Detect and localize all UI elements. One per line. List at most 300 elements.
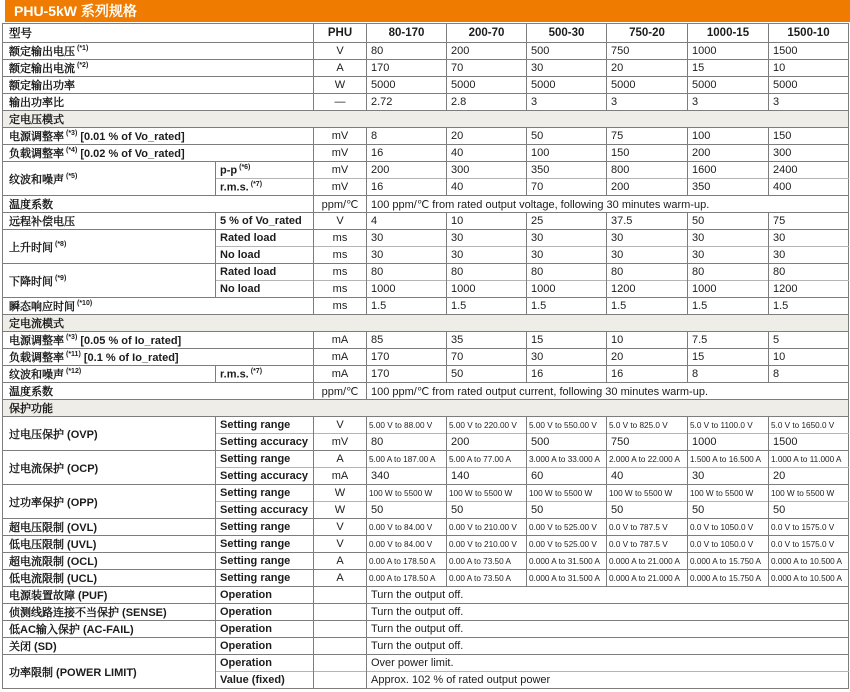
value-cell: 5.0 V to 1100.0 V — [688, 417, 769, 434]
table-row — [3, 60, 849, 77]
value-cell: 30 — [688, 247, 769, 264]
spec-label-cell — [3, 196, 314, 213]
value-cell: 5.00 V to 550.00 V — [527, 417, 607, 434]
value-cell: 10 — [769, 60, 849, 77]
spec-label-cell — [3, 587, 216, 604]
value-cell: 0.00 V to 525.00 V — [527, 519, 607, 536]
value-cell: 15 — [527, 332, 607, 349]
spec-sub-label: Rated load — [220, 266, 277, 278]
value-cell: 2.72 — [367, 94, 447, 111]
table-row — [3, 604, 849, 621]
value-cell: 3 — [527, 94, 607, 111]
value-cell: 5000 — [688, 77, 769, 94]
unit-cell: A — [314, 553, 367, 570]
value-cell: 0.000 A to 10.500 A — [769, 570, 849, 587]
table-row — [3, 264, 849, 281]
value-cell: 1.5 — [527, 298, 607, 315]
spec-sub-label: Setting range — [220, 453, 291, 465]
footnote-marker: (*12) — [66, 368, 82, 376]
spec-label: 电源装置故障 (PUF) — [9, 590, 108, 602]
spec-table-body — [3, 24, 849, 689]
value-cell: 300 — [769, 145, 849, 162]
value-cell: 0.0 V to 1050.0 V — [688, 536, 769, 553]
unit-cell: mV — [314, 145, 367, 162]
value-cell: 4 — [367, 213, 447, 230]
value-cell: 1200 — [607, 281, 688, 298]
header-model: 750-20 — [607, 24, 688, 43]
value-cell: 140 — [447, 468, 527, 485]
spec-sub-cell — [216, 672, 314, 689]
spec-label: 侦测线路连接不当保护 (SENSE) — [9, 607, 167, 619]
value-cell: 2.000 A to 22.000 A — [607, 451, 688, 468]
spec-sub-label: Setting accuracy — [220, 470, 309, 482]
value-cell: 1600 — [688, 162, 769, 179]
value-cell: 0.000 A to 31.500 A — [527, 570, 607, 587]
value-cell: 3.000 A to 33.000 A — [527, 451, 607, 468]
table-row — [3, 570, 849, 587]
unit-cell: mA — [314, 349, 367, 366]
value-cell: 0.00 V to 525.00 V — [527, 536, 607, 553]
value-cell: 750 — [607, 43, 688, 60]
value-cell: 30 — [527, 60, 607, 77]
value-cell: 8 — [367, 128, 447, 145]
spec-sub-label: No load — [220, 249, 261, 261]
spec-sub-cell — [216, 485, 314, 502]
value-cell: 1.5 — [447, 298, 527, 315]
value-cell: 100 W to 5500 W — [769, 485, 849, 502]
spec-label-extra: [0.02 % of Vo_rated] — [77, 148, 185, 160]
unit-cell: A — [314, 570, 367, 587]
table-row — [3, 94, 849, 111]
value-cell: 70 — [447, 60, 527, 77]
spec-label-cell — [3, 638, 216, 655]
value-cell: 0.000 A to 15.750 A — [688, 570, 769, 587]
unit-cell: mA — [314, 468, 367, 485]
spec-label-cell — [3, 162, 216, 196]
unit-cell: A — [314, 451, 367, 468]
unit-cell: mV — [314, 128, 367, 145]
table-row — [3, 43, 849, 60]
spec-label-cell — [3, 298, 314, 315]
spec-label-cell — [3, 570, 216, 587]
value-cell: 50 — [688, 502, 769, 519]
spec-label-cell — [3, 485, 216, 519]
spec-sub-label: Rated load — [220, 232, 277, 244]
spec-label: 额定输出电压 — [9, 46, 75, 58]
spec-sub-label: Setting range — [220, 487, 291, 499]
spec-label: 过功率保护 (OPP) — [9, 496, 98, 509]
spec-label-cell — [3, 655, 216, 689]
value-cell: 0.000 A to 31.500 A — [527, 553, 607, 570]
value-cell: 0.00 V to 84.00 V — [367, 519, 447, 536]
footnote-marker: (*2) — [77, 62, 89, 70]
unit-cell — [314, 638, 367, 655]
value-cell: 30 — [607, 247, 688, 264]
value-cell: 8 — [769, 366, 849, 383]
unit-cell: V — [314, 536, 367, 553]
value-cell: 300 — [447, 162, 527, 179]
table-row — [3, 383, 849, 400]
spec-label: 下降时间 — [9, 275, 53, 288]
footnote-marker: (*8) — [55, 240, 67, 248]
spec-label: 额定输出功率 — [9, 80, 75, 92]
value-cell: 1000 — [688, 281, 769, 298]
span-value-cell: 100 ppm/℃ from rated output current, following 30 minutes warm-up. — [367, 383, 849, 400]
value-cell: 20 — [607, 60, 688, 77]
spec-label-cell — [3, 621, 216, 638]
section-row — [3, 315, 849, 332]
table-row — [3, 332, 849, 349]
section-label: 定电流模式 — [3, 315, 849, 332]
value-cell: 50 — [367, 502, 447, 519]
spec-sub-label: Setting accuracy — [220, 436, 309, 448]
value-cell: 500 — [527, 434, 607, 451]
span-value-cell: Turn the output off. — [367, 604, 849, 621]
spec-label: 纹波和噪声 — [9, 369, 64, 381]
value-cell: 5000 — [367, 77, 447, 94]
value-cell: 0.0 V to 787.5 V — [607, 536, 688, 553]
value-cell: 1.5 — [688, 298, 769, 315]
value-cell: 16 — [607, 366, 688, 383]
section-label: 定电压模式 — [3, 111, 849, 128]
table-row — [3, 451, 849, 468]
value-cell: 170 — [367, 60, 447, 77]
value-cell: 0.000 A to 21.000 A — [607, 553, 688, 570]
value-cell: 0.00 V to 210.00 V — [447, 536, 527, 553]
table-row — [3, 213, 849, 230]
value-cell: 1500 — [769, 43, 849, 60]
spec-sub-cell — [216, 417, 314, 434]
header-model: 80-170 — [367, 24, 447, 43]
value-cell: 350 — [688, 179, 769, 196]
value-cell: 1000 — [447, 281, 527, 298]
value-cell: 70 — [447, 349, 527, 366]
value-cell: 5.0 V to 1650.0 V — [769, 417, 849, 434]
unit-cell: mA — [314, 332, 367, 349]
spec-label: 低电压限制 (UVL) — [9, 539, 97, 551]
spec-label-cell — [3, 553, 216, 570]
footnote-marker: (*1) — [77, 45, 89, 53]
table-row — [3, 655, 849, 672]
value-cell: 100 W to 5500 W — [688, 485, 769, 502]
spec-label: 过电压保护 (OVP) — [9, 428, 98, 441]
value-cell: 0.00 A to 178.50 A — [367, 553, 447, 570]
value-cell: 80 — [527, 264, 607, 281]
value-cell: 80 — [607, 264, 688, 281]
spec-label: 额定输出电流 — [9, 63, 75, 75]
value-cell: 80 — [367, 434, 447, 451]
spec-sub-label: Operation — [220, 657, 272, 669]
table-row — [3, 145, 849, 162]
footnote-marker: (*7) — [250, 180, 263, 188]
spec-sub-cell — [216, 604, 314, 621]
value-cell: 60 — [527, 468, 607, 485]
value-cell: 5000 — [607, 77, 688, 94]
unit-cell — [314, 672, 367, 689]
value-cell: 30 — [527, 230, 607, 247]
value-cell: 1000 — [688, 434, 769, 451]
spec-sub-cell — [216, 281, 314, 298]
value-cell: 50 — [447, 502, 527, 519]
value-cell: 400 — [769, 179, 849, 196]
spec-sub-cell — [216, 434, 314, 451]
unit-cell: W — [314, 77, 367, 94]
spec-label: 负载调整率 — [9, 148, 64, 160]
unit-cell: mV — [314, 434, 367, 451]
unit-cell: V — [314, 519, 367, 536]
table-row — [3, 417, 849, 434]
footnote-marker: (*4) — [66, 147, 78, 155]
value-cell: 3 — [769, 94, 849, 111]
value-cell: 100 W to 5500 W — [607, 485, 688, 502]
value-cell: 3 — [607, 94, 688, 111]
value-cell: 16 — [527, 366, 607, 383]
value-cell: 40 — [607, 468, 688, 485]
table-row — [3, 553, 849, 570]
value-cell: 3 — [688, 94, 769, 111]
value-cell: 5.00 V to 220.00 V — [447, 417, 527, 434]
spec-label-extra: [0.01 % of Vo_rated] — [77, 131, 185, 143]
spec-sub-label: Setting range — [220, 572, 291, 584]
spec-label: 关闭 (SD) — [9, 641, 57, 653]
value-cell: 0.0 V to 1575.0 V — [769, 519, 849, 536]
value-cell: 170 — [367, 366, 447, 383]
spec-label-cell — [3, 604, 216, 621]
value-cell: 100 W to 5500 W — [527, 485, 607, 502]
value-cell: 1000 — [527, 281, 607, 298]
value-cell: 30 — [688, 230, 769, 247]
value-cell: 1.5 — [367, 298, 447, 315]
section-row — [3, 111, 849, 128]
value-cell: 5.0 V to 825.0 V — [607, 417, 688, 434]
table-row — [3, 638, 849, 655]
spec-sub-label: Operation — [220, 606, 272, 618]
spec-label-cell — [3, 349, 314, 366]
spec-sub-label: Setting range — [220, 419, 291, 431]
table-row — [3, 77, 849, 94]
section-label: 保护功能 — [3, 400, 849, 417]
value-cell: 50 — [607, 502, 688, 519]
footnote-marker: (*5) — [66, 172, 78, 180]
spec-sub-label: Operation — [220, 640, 272, 652]
spec-sub-cell — [216, 502, 314, 519]
value-cell: 350 — [527, 162, 607, 179]
spec-sub-cell — [216, 519, 314, 536]
value-cell: 2.8 — [447, 94, 527, 111]
value-cell: 0.00 V to 210.00 V — [447, 519, 527, 536]
spec-label-cell — [3, 519, 216, 536]
spec-label-cell — [3, 264, 216, 298]
unit-cell: V — [314, 417, 367, 434]
spec-sub-cell — [216, 213, 314, 230]
unit-cell: mV — [314, 162, 367, 179]
value-cell: 1000 — [688, 43, 769, 60]
spec-label: 纹波和噪声 — [9, 173, 64, 186]
value-cell: 80 — [769, 264, 849, 281]
page-title: PHU-5kW 系列规格 — [14, 3, 137, 19]
value-cell: 30 — [769, 247, 849, 264]
unit-cell: mV — [314, 179, 367, 196]
spec-label-cell — [3, 451, 216, 485]
value-cell: 0.0 V to 1575.0 V — [769, 536, 849, 553]
header-model-label: 型号 — [3, 24, 314, 43]
value-cell: 10 — [769, 349, 849, 366]
unit-cell: W — [314, 485, 367, 502]
value-cell: 1.500 A to 16.500 A — [688, 451, 769, 468]
unit-cell: mA — [314, 366, 367, 383]
unit-cell: ppm/℃ — [314, 196, 367, 213]
value-cell: 0.00 V to 84.00 V — [367, 536, 447, 553]
spec-label: 瞬态响应时间 — [9, 301, 75, 313]
span-value-cell: Turn the output off. — [367, 587, 849, 604]
spec-sub-cell — [216, 570, 314, 587]
spec-label-cell — [3, 213, 216, 230]
value-cell: 40 — [447, 145, 527, 162]
value-cell: 0.000 A to 15.750 A — [688, 553, 769, 570]
spec-label: 超电流限制 (OCL) — [9, 556, 98, 568]
span-value-cell: 100 ppm/℃ from rated output voltage, following 30 minutes warm-up. — [367, 196, 849, 213]
value-cell: 170 — [367, 349, 447, 366]
spec-label-cell — [3, 536, 216, 553]
value-cell: 1.000 A to 11.000 A — [769, 451, 849, 468]
span-value-cell: Approx. 102 % of rated output power — [367, 672, 849, 689]
spec-sub-cell — [216, 621, 314, 638]
value-cell: 0.00 A to 73.50 A — [447, 570, 527, 587]
value-cell: 0.000 A to 10.500 A — [769, 553, 849, 570]
spec-label-cell — [3, 60, 314, 77]
table-row — [3, 162, 849, 179]
value-cell: 2400 — [769, 162, 849, 179]
value-cell: 37.5 — [607, 213, 688, 230]
value-cell: 150 — [769, 128, 849, 145]
value-cell: 50 — [688, 213, 769, 230]
unit-cell: W — [314, 502, 367, 519]
value-cell: 750 — [607, 434, 688, 451]
value-cell: 15 — [688, 349, 769, 366]
unit-cell — [314, 621, 367, 638]
table-row — [3, 485, 849, 502]
value-cell: 16 — [367, 145, 447, 162]
spec-sub-label: Setting range — [220, 521, 291, 533]
spec-label-cell — [3, 77, 314, 94]
value-cell: 5.00 A to 187.00 A — [367, 451, 447, 468]
value-cell: 30 — [367, 247, 447, 264]
spec-label-cell — [3, 383, 314, 400]
header-unit-column: PHU — [314, 24, 367, 43]
spec-label-cell — [3, 94, 314, 111]
spec-sub-label: No load — [220, 283, 261, 295]
table-row — [3, 298, 849, 315]
spec-label-cell — [3, 366, 216, 383]
unit-cell: ms — [314, 281, 367, 298]
spec-label-cell — [3, 128, 314, 145]
spec-sub-label: p-p — [220, 164, 238, 177]
value-cell: 70 — [527, 179, 607, 196]
value-cell: 30 — [688, 468, 769, 485]
value-cell: 200 — [688, 145, 769, 162]
footnote-marker: (*10) — [77, 300, 93, 308]
value-cell: 1.5 — [607, 298, 688, 315]
unit-cell: A — [314, 60, 367, 77]
spec-label-cell — [3, 417, 216, 451]
spec-label: 远程补偿电压 — [9, 216, 75, 228]
value-cell: 80 — [367, 43, 447, 60]
title-bar — [5, 0, 850, 22]
spec-sub-label: 5 % of Vo_rated — [220, 215, 302, 227]
value-cell: 1000 — [367, 281, 447, 298]
spec-sub-cell — [216, 553, 314, 570]
value-cell: 0.000 A to 21.000 A — [607, 570, 688, 587]
spec-sub-cell — [216, 247, 314, 264]
spec-label-cell — [3, 230, 216, 264]
unit-cell: ppm/℃ — [314, 383, 367, 400]
value-cell: 75 — [607, 128, 688, 145]
value-cell: 50 — [527, 128, 607, 145]
unit-cell — [314, 587, 367, 604]
value-cell: 100 — [688, 128, 769, 145]
spec-label: 功率限制 (POWER LIMIT) — [9, 666, 137, 679]
spec-sub-label: Setting accuracy — [220, 504, 309, 516]
value-cell: 1200 — [769, 281, 849, 298]
value-cell: 10 — [607, 332, 688, 349]
value-cell: 0.0 V to 1050.0 V — [688, 519, 769, 536]
footnote-marker: (*11) — [66, 351, 81, 359]
spec-sub-label: Operation — [220, 623, 272, 635]
spec-label-cell — [3, 43, 314, 60]
value-cell: 20 — [447, 128, 527, 145]
spec-label: 电源调整率 — [9, 131, 64, 143]
footnote-marker: (*9) — [55, 274, 67, 282]
value-cell: 5000 — [447, 77, 527, 94]
spec-label-cell — [3, 145, 314, 162]
spec-sub-label: Setting range — [220, 555, 291, 567]
value-cell: 80 — [447, 264, 527, 281]
value-cell: 30 — [607, 230, 688, 247]
value-cell: 75 — [769, 213, 849, 230]
spec-label-cell — [3, 332, 314, 349]
value-cell: 50 — [447, 366, 527, 383]
value-cell: 80 — [367, 264, 447, 281]
unit-cell: V — [314, 213, 367, 230]
value-cell: 40 — [447, 179, 527, 196]
spec-sub-label: Setting range — [220, 538, 291, 550]
value-cell: 15 — [688, 60, 769, 77]
unit-cell: ms — [314, 247, 367, 264]
table-row — [3, 587, 849, 604]
value-cell: 10 — [447, 213, 527, 230]
spec-sub-label: r.m.s. — [220, 181, 249, 194]
spec-table — [2, 23, 849, 689]
header-model: 500-30 — [527, 24, 607, 43]
value-cell: 50 — [527, 502, 607, 519]
spec-sub-label: r.m.s. — [220, 368, 249, 381]
value-cell: 340 — [367, 468, 447, 485]
spec-sub-cell — [216, 655, 314, 672]
span-value-cell: Over power limit. — [367, 655, 849, 672]
value-cell: 0.00 A to 73.50 A — [447, 553, 527, 570]
unit-cell: ms — [314, 230, 367, 247]
spec-sub-cell — [216, 468, 314, 485]
value-cell: 0.0 V to 787.5 V — [607, 519, 688, 536]
value-cell: 150 — [607, 145, 688, 162]
spec-label: 上升时间 — [9, 241, 53, 254]
spec-sub-cell — [216, 179, 314, 196]
spec-sub-cell — [216, 638, 314, 655]
value-cell: 200 — [447, 434, 527, 451]
spec-label: 负载调整率 — [9, 352, 64, 364]
table-row — [3, 128, 849, 145]
spec-sub-label: Value (fixed) — [220, 674, 285, 686]
